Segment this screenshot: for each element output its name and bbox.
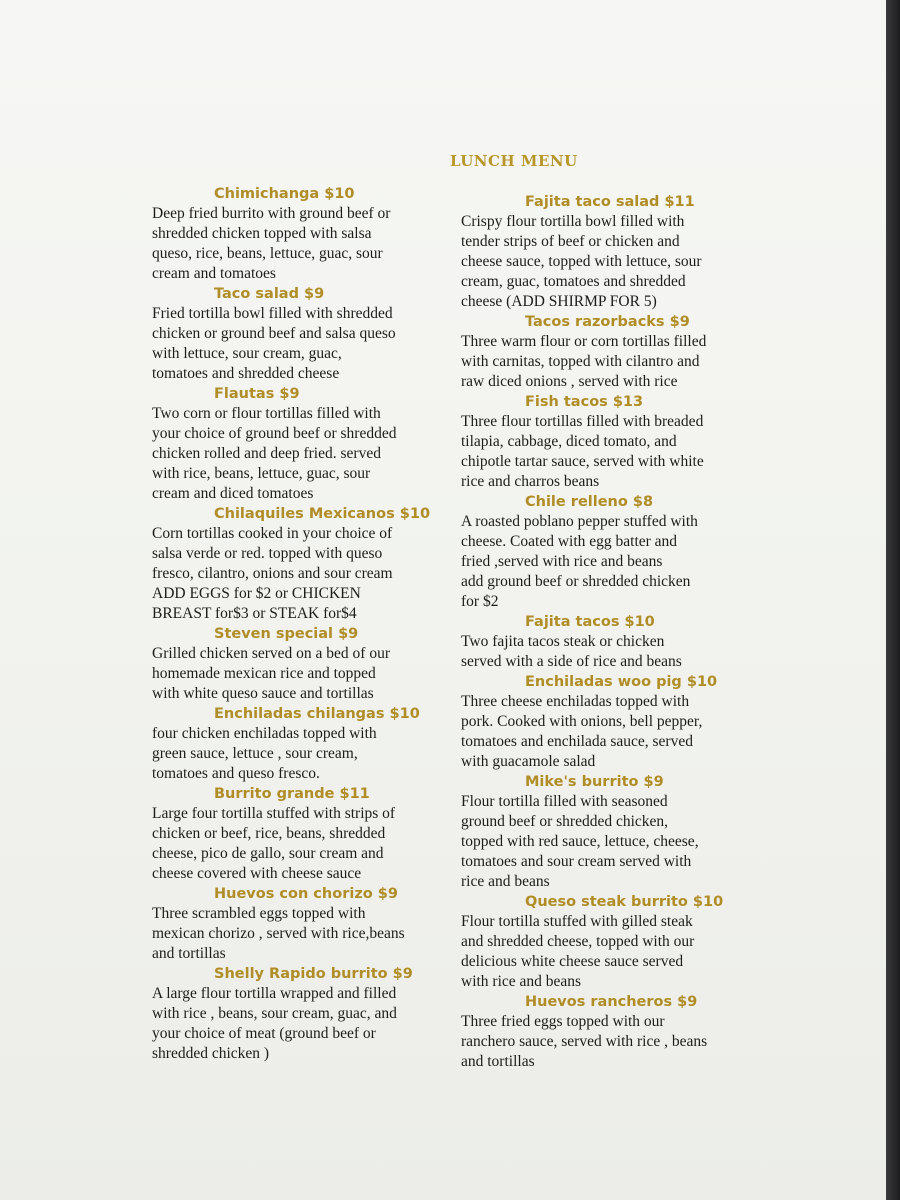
menu-item-name: Fish tacos $13: [525, 394, 644, 410]
menu-item: [152, 624, 452, 704]
table-surface: [886, 0, 900, 1200]
menu-item-name: Steven special $9: [214, 626, 359, 642]
menu-item-description: four chicken enchiladas topped with green sauce, lettuce , sour cream, tomatoes and queso fresco.: [152, 725, 377, 782]
menu-item-description: A large flour tortilla wrapped and filled with rice , beans, sour cream, guac, and your choice of meat (ground beef or shredded chicken ): [152, 985, 397, 1062]
menu-item-name: Chile relleno $8: [525, 494, 654, 510]
menu-item-name: Burrito grande $11: [214, 786, 370, 802]
menu-item-description: A roasted poblano pepper stuffed with cheese. Coated with egg batter and fried ,served with rice and beans add ground beef or shredded chicken for $2: [461, 513, 698, 610]
menu-item-name: Flautas $9: [214, 386, 300, 402]
menu-item: [152, 784, 452, 884]
menu-item: [461, 492, 761, 612]
menu-item: [152, 884, 452, 964]
menu-item-description: Three warm flour or corn tortillas filled with carnitas, topped with cilantro and raw diced onions , served with rice: [461, 333, 707, 390]
menu-title: LUNCH MENU: [450, 152, 578, 170]
menu-item: [152, 184, 452, 284]
menu-item-name: Tacos razorbacks $9: [525, 314, 690, 330]
menu-item: [461, 392, 761, 492]
menu-item: [461, 312, 761, 392]
menu-item: [152, 704, 452, 784]
menu-item-description: Three flour tortillas filled with breaded tilapia, cabbage, diced tomato, and chipotle tartar sauce, served with white rice and charros beans: [461, 413, 704, 490]
menu-column-right: [461, 192, 761, 1072]
menu-item-name: Mike's burrito $9: [525, 774, 664, 790]
menu-item: [152, 964, 452, 1064]
menu-column-left: [152, 184, 452, 1064]
menu-item: [152, 504, 452, 624]
menu-item-name: Chimichanga $10: [214, 186, 355, 202]
menu-item-name: Enchiladas chilangas $10: [214, 706, 420, 722]
menu-item: [461, 612, 761, 672]
menu-item-name: Huevos con chorizo $9: [214, 886, 398, 902]
menu-item-description: Large four tortilla stuffed with strips of chicken or beef, rice, beans, shredded cheese, pico de gallo, sour cream and cheese covered with cheese sauce: [152, 805, 396, 882]
menu-item-description: Deep fried burrito with ground beef or shredded chicken topped with salsa queso, rice, beans, lettuce, guac, sour cream and tomatoes: [152, 205, 391, 282]
menu-item-description: Crispy flour tortilla bowl filled with tender strips of beef or chicken and cheese sauce, topped with lettuce, sour cream, guac, tomatoes and shredded cheese (ADD SHIRMP FOR 5): [461, 213, 702, 310]
menu-item: [461, 772, 761, 892]
menu-item-description: Three cheese enchiladas topped with pork. Cooked with onions, bell pepper, tomatoes and enchilada sauce, served with guacamole salad: [461, 693, 703, 770]
menu-item: [461, 192, 761, 312]
menu-item-name: Chilaquiles Mexicanos $10: [214, 506, 431, 522]
menu-item: [152, 384, 452, 504]
menu-item-description: Two corn or flour tortillas filled with your choice of ground beef or shredded chicken rolled and deep fried. served with rice, beans, lettuce, guac, sour cream and diced tomatoes: [152, 405, 397, 502]
menu-item-description: Flour tortilla filled with seasoned ground beef or shredded chicken, topped with red sauce, lettuce, cheese, tomatoes and sour cream served with rice and beans: [461, 793, 699, 890]
menu-item-name: Huevos rancheros $9: [525, 994, 698, 1010]
menu-item-name: Taco salad $9: [214, 286, 325, 302]
menu-item-description: Two fajita tacos steak or chicken served with a side of rice and beans: [461, 633, 682, 670]
menu-item-description: Fried tortilla bowl filled with shredded chicken or ground beef and salsa queso with lettuce, sour cream, guac, tomatoes and shredded cheese: [152, 305, 396, 382]
menu-item-description: Grilled chicken served on a bed of our homemade mexican rice and topped with white queso sauce and tortillas: [152, 645, 391, 702]
menu-item: [461, 992, 761, 1072]
menu-item-name: Fajita taco salad $11: [525, 194, 695, 210]
menu-item-name: Shelly Rapido burrito $9: [214, 966, 413, 982]
menu-item-name: Fajita tacos $10: [525, 614, 655, 630]
menu-item: [152, 284, 452, 384]
menu-item-description: Three fried eggs topped with our ranchero sauce, served with rice , beans and tortillas: [461, 1013, 708, 1070]
menu-item-description: Flour tortilla stuffed with gilled steak and shredded cheese, topped with our delicious white cheese sauce served with rice and beans: [461, 913, 695, 990]
menu-item-description: Three scrambled eggs topped with mexican chorizo , served with rice,beans and tortillas: [152, 905, 405, 962]
menu-item-name: Queso steak burrito $10: [525, 894, 724, 910]
menu-item-name: Enchiladas woo pig $10: [525, 674, 718, 690]
menu-item: [461, 892, 761, 992]
menu-item: [461, 672, 761, 772]
menu-item-description: Corn tortillas cooked in your choice of salsa verde or red. topped with queso fresco, cilantro, onions and sour cream ADD EGGS for $2 or CHICKEN BREAST for$3 or STEAK for$4: [152, 525, 393, 622]
